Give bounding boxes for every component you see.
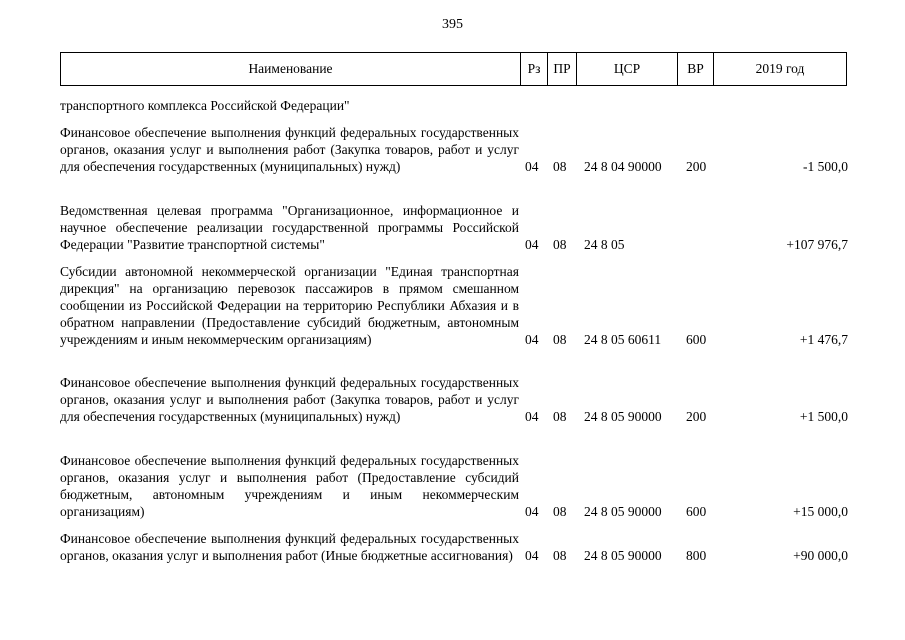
- row-vr: 600: [686, 332, 707, 347]
- row-csr: 24 8 05 60611: [584, 332, 662, 347]
- row-amount: +107 976,7: [786, 237, 848, 252]
- row-csr: 24 8 05 90000: [584, 409, 662, 424]
- row-name: Ведомственная целевая программа "Организационное, информационное и научное обеспечение реализации государственной программы Российской Федерации "Развитие транспортной системы": [60, 203, 519, 252]
- row-amount: -1 500,0: [803, 159, 848, 174]
- row-csr: 24 8 05: [584, 237, 625, 252]
- row-rz: 04: [525, 548, 539, 563]
- table-row: [60, 263, 848, 348]
- row-amount: +1 476,7: [799, 332, 848, 347]
- row-pr: 08: [553, 332, 567, 347]
- table-row: [60, 202, 848, 253]
- row-pr: 08: [553, 548, 567, 563]
- row-rz: 04: [525, 159, 539, 174]
- row-pr: 08: [553, 237, 567, 252]
- row-pr: 08: [553, 504, 567, 519]
- header-name: Наименование: [61, 53, 521, 85]
- row-name: Субсидии автономной некоммерческой организации "Единая транспортная дирекция" на организацию перевозок пассажиров в прямом смешанном сообщении из Российской Федерации на территорию Республики Абхазия и в обратном направлении (Предоставление субсидий бюджетным, автономным учреждениям и иным некоммерческим организациям): [60, 264, 519, 347]
- table-header: [60, 52, 847, 86]
- row-amount: +90 000,0: [793, 548, 848, 563]
- row-rz: 04: [525, 332, 539, 347]
- table-row: [60, 124, 848, 175]
- page-number: 395: [442, 17, 463, 32]
- row-pr: 08: [553, 409, 567, 424]
- row-csr: 24 8 05 90000: [584, 504, 662, 519]
- row-vr: 200: [686, 409, 707, 424]
- continuation-row: [60, 97, 848, 114]
- table-row: [60, 530, 848, 564]
- table-row: [60, 452, 848, 520]
- row-vr: 600: [686, 504, 707, 519]
- row-csr: 24 8 04 90000: [584, 159, 662, 174]
- header-csr: ЦСР: [577, 53, 678, 85]
- row-name: Финансовое обеспечение выполнения функций федеральных государственных органов, оказания услуг и выполнения работ (Иные бюджетные ассигнования): [60, 531, 519, 563]
- row-vr: 800: [686, 548, 707, 563]
- row-amount: +1 500,0: [799, 409, 848, 424]
- header-year: 2019 год: [755, 61, 805, 76]
- header-rz: Рз: [521, 53, 548, 85]
- header-vr: ВР: [678, 53, 714, 85]
- row-csr: 24 8 05 90000: [584, 548, 662, 563]
- continuation-text: транспортного комплекса Российской Федерации": [60, 98, 350, 113]
- row-rz: 04: [525, 237, 539, 252]
- row-rz: 04: [525, 504, 539, 519]
- row-name: Финансовое обеспечение выполнения функций федеральных государственных органов, оказания услуг и выполнения работ (Закупка товаров, работ и услуг для обеспечения государственных (муниципальных) нужд): [60, 125, 519, 174]
- row-vr: 200: [686, 159, 707, 174]
- row-pr: 08: [553, 159, 567, 174]
- table-row: [60, 374, 848, 425]
- row-rz: 04: [525, 409, 539, 424]
- row-name: Финансовое обеспечение выполнения функций федеральных государственных органов, оказания услуг и выполнения работ (Предоставление субсидий бюджетным, автономным учреждениям и иным некоммерческим организациям): [60, 453, 519, 519]
- header-pr: ПР: [548, 53, 577, 85]
- row-name: Финансовое обеспечение выполнения функций федеральных государственных органов, оказания услуг и выполнения работ (Закупка товаров, работ и услуг для обеспечения государственных (муниципальных) нужд): [60, 375, 519, 424]
- row-amount: +15 000,0: [793, 504, 848, 519]
